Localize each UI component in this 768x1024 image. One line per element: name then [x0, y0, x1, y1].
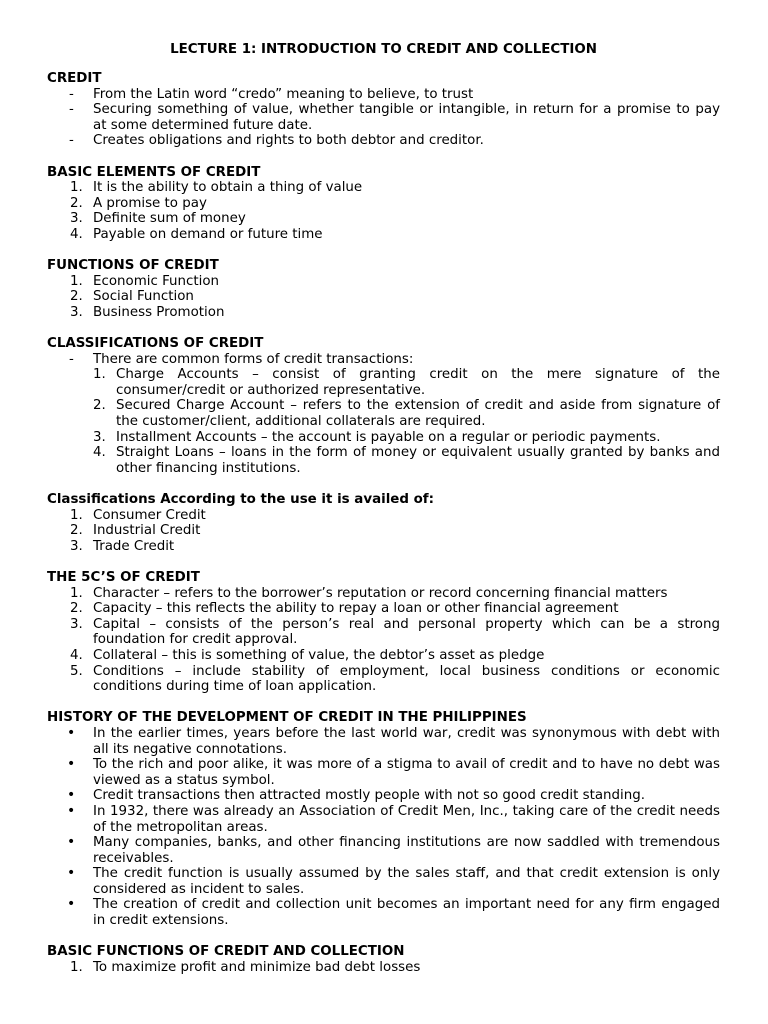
number-marker: 1.: [70, 507, 83, 523]
section: [47, 570, 720, 695]
list-item-text: The creation of credit and collection unit becomes an important need for any firm engaged in credit extensions.: [93, 897, 720, 929]
list-item: [47, 352, 720, 368]
dash-marker: -: [69, 86, 74, 102]
section: [47, 944, 720, 975]
number-marker: 1.: [70, 959, 83, 975]
list-item-text: In 1932, there was already an Association of Credit Men, Inc., taking care of the credit needs of the metropolitan areas.: [93, 803, 720, 835]
sub-list-item-text: Charge Accounts – consist of granting credit on the mere signature of the consumer/credit or authorized representative.: [116, 367, 720, 398]
sub-list-item: [47, 367, 720, 398]
list-item-text: To the rich and poor alike, it was more of a stigma to avail of credit and to have no debt was viewed as a status symbol.: [93, 757, 720, 788]
list-item-text: From the Latin word “credo” meaning to believe, to trust: [93, 86, 474, 102]
list-item-text: Economic Function: [93, 273, 220, 289]
section-heading: HISTORY OF THE DEVELOPMENT OF CREDIT IN THE PHILIPPINES: [47, 710, 527, 726]
number-marker: 5.: [70, 663, 83, 679]
list-item-text: The credit function is usually assumed by the sales staff, and that credit extension is only considered as incident to sales.: [93, 866, 720, 897]
number-marker: 1.: [93, 367, 106, 383]
list-item: [47, 227, 720, 243]
dash-marker: -: [69, 133, 74, 149]
list-item-text: Industrial Credit: [93, 523, 201, 539]
list-item: [47, 508, 720, 524]
number-marker: 1.: [70, 585, 83, 601]
bullet-marker: •: [67, 802, 76, 819]
section-heading: CREDIT: [47, 71, 102, 86]
page-title: LECTURE 1: INTRODUCTION TO CREDIT AND COLLECTION: [170, 42, 597, 57]
list-item-text: There are common forms of credit transactions:: [93, 351, 414, 367]
number-marker: 3.: [93, 429, 106, 445]
sub-list-item: [47, 430, 720, 446]
list-item: [47, 648, 720, 664]
number-marker: 2.: [70, 523, 83, 539]
list-item: [47, 757, 720, 788]
list-item-text: Character – refers to the borrower’s reputation or record concerning financial matters: [93, 585, 668, 601]
list-item-text: Conditions – include stability of employment, local business conditions or economic conditions during time of loan application.: [93, 663, 720, 695]
list-item: [47, 289, 720, 305]
number-marker: 3.: [70, 304, 83, 320]
section-heading: BASIC ELEMENTS OF CREDIT: [47, 164, 261, 180]
list-item: [47, 866, 720, 897]
list-item-text: Social Function: [93, 289, 194, 305]
list-item: [47, 539, 720, 555]
number-marker: 2.: [70, 289, 83, 305]
list-item: [47, 960, 720, 976]
number-marker: 4.: [70, 647, 83, 663]
section-heading: BASIC FUNCTIONS OF CREDIT AND COLLECTION: [47, 944, 405, 960]
list-item-text: Capital – consists of the person’s real and personal property which can be a strong foundation for credit approval.: [93, 616, 720, 648]
list-item: [47, 102, 720, 133]
list-item-text: Collateral – this is something of value, the debtor’s asset as pledge: [93, 647, 545, 663]
list-item: [47, 835, 720, 866]
document-body: [47, 71, 720, 975]
section-heading: FUNCTIONS OF CREDIT: [47, 258, 219, 274]
list-item: [47, 305, 720, 321]
section-heading: THE 5C’S OF CREDIT: [47, 570, 200, 585]
list-item-text: Creates obligations and rights to both debtor and creditor.: [93, 133, 484, 149]
section: [47, 71, 720, 149]
list-item: [47, 664, 720, 695]
list-item: [47, 523, 720, 539]
number-marker: 4.: [70, 226, 83, 242]
list-item: [47, 586, 720, 602]
sub-list-item: [47, 398, 720, 429]
section: [47, 165, 720, 243]
number-marker: 2.: [70, 601, 83, 617]
section: [47, 258, 720, 320]
section-heading: CLASSIFICATIONS OF CREDIT: [47, 336, 264, 352]
list-item-text: Capacity – this reflects the ability to repay a loan or other financial agreement: [93, 601, 619, 617]
list-item: [47, 180, 720, 196]
list-item: [47, 274, 720, 290]
list-item-text: Credit transactions then attracted mostly people with not so good credit standing.: [93, 788, 645, 804]
list-item: [47, 601, 720, 617]
number-marker: 3.: [70, 538, 83, 554]
list-item-text: It is the ability to obtain a thing of value: [93, 180, 363, 196]
list-item: [47, 804, 720, 835]
list-item-text: Payable on demand or future time: [93, 226, 323, 242]
section: [47, 492, 720, 554]
list-item-text: Business Promotion: [93, 304, 225, 320]
number-marker: 1.: [70, 180, 83, 196]
list-item-text: Many companies, banks, and other financing institutions are now saddled with tremendous receivables.: [93, 835, 720, 866]
section: [47, 336, 720, 476]
list-item: [47, 897, 720, 928]
list-item-text: Trade Credit: [93, 538, 175, 554]
bullet-marker: •: [67, 787, 76, 804]
number-marker: 3.: [70, 616, 83, 632]
list-item-text: In the earlier times, years before the last world war, credit was synonymous with debt with all its negative connotations.: [93, 725, 720, 757]
bullet-marker: •: [67, 756, 76, 773]
dash-marker: -: [69, 102, 74, 118]
sub-list-item-text: Secured Charge Account – refers to the extension of credit and aside from signature of the customer/client, additional collaterals are required.: [116, 398, 720, 430]
list-item: [47, 87, 720, 103]
bullet-marker: •: [67, 896, 76, 913]
list-item-text: To maximize profit and minimize bad debt losses: [93, 959, 421, 975]
dash-marker: -: [69, 351, 74, 367]
list-item: [47, 617, 720, 648]
bullet-marker: •: [67, 834, 76, 851]
number-marker: 1.: [70, 273, 83, 289]
list-item: [47, 211, 720, 227]
list-item-text: Definite sum of money: [93, 211, 246, 227]
sub-list-item-text: Straight Loans – loans in the form of money or equivalent usually granted by banks and other financing institutions.: [116, 445, 720, 476]
number-marker: 4.: [93, 445, 106, 461]
list-item-text: Securing something of value, whether tangible or intangible, in return for a promise to pay at some determined future date.: [93, 102, 720, 133]
list-item-text: Consumer Credit: [93, 507, 206, 523]
list-item: [47, 726, 720, 757]
list-item: [47, 196, 720, 212]
list-item-text: A promise to pay: [93, 195, 207, 211]
sub-list-item: [47, 445, 720, 476]
list-item: [47, 788, 720, 804]
number-marker: 2.: [70, 195, 83, 211]
section-heading: Classifications According to the use it is availed of:: [47, 492, 434, 508]
section: [47, 710, 720, 928]
bullet-marker: •: [67, 724, 76, 741]
number-marker: 3.: [70, 211, 83, 227]
list-item: [47, 133, 720, 149]
bullet-marker: •: [67, 865, 76, 882]
number-marker: 2.: [93, 398, 106, 414]
sub-list-item-text: Installment Accounts – the account is payable on a regular or periodic payments.: [116, 429, 661, 445]
